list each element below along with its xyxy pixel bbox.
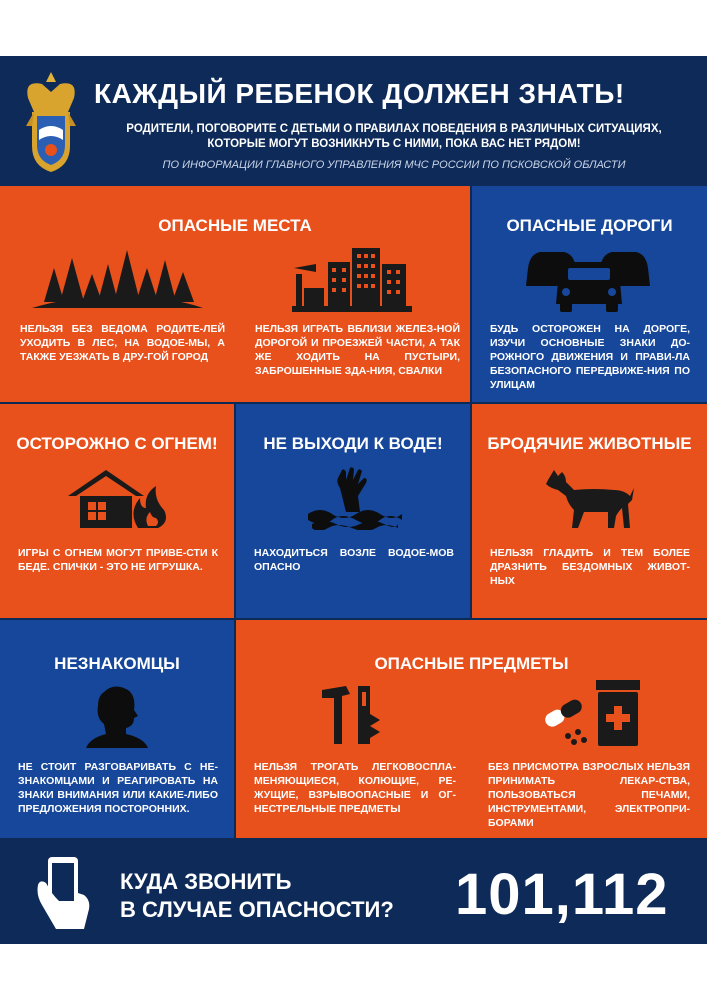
footer-line-2: В СЛУЧАЕ ОПАСНОСТИ? <box>120 897 394 922</box>
tile-text: НЕЛЬЗЯ ГЛАДИТЬ И ТЕМ БОЛЕЕ ДРАЗНИТЬ БЕЗДОМНЫХ ЖИВОТ-НЫХ <box>490 547 690 587</box>
emergency-numbers: 101,112 <box>455 862 669 927</box>
person-silhouette-icon <box>82 684 152 748</box>
tile-text-right: БЕЗ ПРИСМОТРА ВЗРОСЛЫХ НЕЛЬЗЯ ПРИНИМАТЬ ЛЕКАР-СТВА, ПОЛЬЗОВАТЬСЯ ПЕЧАМИ, ИНСТРУМЕНТАМИ, ЭЛЕКТРОПРИ-БОРАМИ <box>488 761 690 829</box>
tile-water <box>236 404 470 618</box>
tools-icon <box>320 684 384 748</box>
tile-text: БУДЬ ОСТОРОЖЕН НА ДОРОГЕ, ИЗУЧИ ОСНОВНЫЕ ЗНАКИ ДО-РОЖНОГО ДВИЖЕНИЯ И ПРАВИ-ЛА БЕЗОПАСНОГО ПЕРЕДВИЖЕ-НИЯ ПО УЛИЦАМ <box>490 323 690 391</box>
page-title: КАЖДЫЙ РЕБЕНОК ДОЛЖЕН ЗНАТЬ! <box>94 78 625 109</box>
factory-buildings-icon <box>292 244 412 312</box>
tile-title: НЕЗНАКОМЦЫ <box>54 654 180 673</box>
footer <box>0 841 707 944</box>
mchs-emblem-icon <box>20 68 82 178</box>
tile-title: НЕ ВЫХОДИ К ВОДЕ! <box>263 434 443 453</box>
cars-icon <box>524 246 654 312</box>
footer-line-1: КУДА ЗВОНИТЬ <box>120 869 292 894</box>
tile-text-right: НЕЛЬЗЯ ИГРАТЬ ВБЛИЗИ ЖЕЛЕЗ-НОЙ ДОРОГОЙ И ПРОЕЗЖЕЙ ЧАСТИ, А ТАК ЖЕ ХОДИТЬ НА ПУСТЫРИ, ЗАБРОШЕННЫЕ ЗДА-НИЯ, СВАЛКИ <box>255 323 460 377</box>
medicine-icon <box>538 678 648 748</box>
tile-title: ОСТОРОЖНО С ОГНЕМ! <box>16 434 218 453</box>
subtitle <box>94 122 694 152</box>
tile-fire <box>0 404 234 618</box>
tile-text: ИГРЫ С ОГНЕМ МОГУТ ПРИВЕ-СТИ К БЕДЕ. СПИЧКИ - ЭТО НЕ ИГРУШКА. <box>18 547 218 573</box>
tile-strangers <box>0 620 234 838</box>
tile-title: ОПАСНЫЕ ПРЕДМЕТЫ <box>374 654 569 673</box>
source-note: ПО ИНФОРМАЦИИ ГЛАВНОГО УПРАВЛЕНИЯ МЧС РОССИИ ПО ПСКОВСКОЙ ОБЛАСТИ <box>162 159 626 171</box>
burning-house-icon <box>66 468 170 530</box>
drowning-hand-icon <box>306 466 402 530</box>
subtitle-line-1: РОДИТЕЛИ, ПОГОВОРИТЕ С ДЕТЬМИ О ПРАВИЛАХ ПОВЕДЕНИЯ В РАЗЛИЧНЫХ СИТУАЦИЯХ, <box>126 123 662 135</box>
tile-title: ОПАСНЫЕ МЕСТА <box>158 216 312 235</box>
tile-text-left: НЕЛЬЗЯ ТРОГАТЬ ЛЕГКОВОСПЛА-МЕНЯЮЩИЕСЯ, КОЛЮЩИЕ, РЕ-ЖУЩИЕ, ВЗРЫВООПАСНЫЕ И ОГ-НЕСТРЕЛЬНЫЕ ПРЕДМЕТЫ <box>254 761 456 815</box>
poster <box>0 56 707 944</box>
tile-dangerous-items <box>236 620 707 838</box>
tile-animals <box>472 404 707 618</box>
phone-in-hand-icon <box>34 855 96 931</box>
tile-dangerous-places <box>0 186 470 402</box>
header <box>0 56 707 186</box>
tile-text: НЕ СТОИТ РАЗГОВАРИВАТЬ С НЕ-ЗНАКОМЦАМИ И РЕАГИРОВАТЬ НА ЗНАКИ ВНИМАНИЯ ИЛИ КАКИЕ-ЛИБО ПРЕДЛОЖЕНИЯ ПОСТОРОННИХ. <box>18 761 218 815</box>
tile-title: ОПАСНЫЕ ДОРОГИ <box>506 216 673 235</box>
tile-dangerous-roads <box>472 186 707 402</box>
tile-title: БРОДЯЧИЕ ЖИВОТНЫЕ <box>487 434 692 453</box>
tile-text: НАХОДИТЬСЯ ВОЗЛЕ ВОДОЕ-МОВ ОПАСНО <box>254 547 454 573</box>
subtitle-line-2: КОТОРЫЕ МОГУТ ВОЗНИКНУТЬ С НИМИ, ПОКА ВАС НЕТ РЯДОМ! <box>207 138 581 150</box>
tile-text-left: НЕЛЬЗЯ БЕЗ ВЕДОМА РОДИТЕ-ЛЕЙ УХОДИТЬ В ЛЕС, НА ВОДОЕ-МЫ, А ТАКЖЕ УЕЗЖАТЬ В ДРУ-ГОЙ ГОРОД <box>20 323 225 363</box>
forest-icon <box>30 250 205 312</box>
dog-icon <box>544 468 636 530</box>
